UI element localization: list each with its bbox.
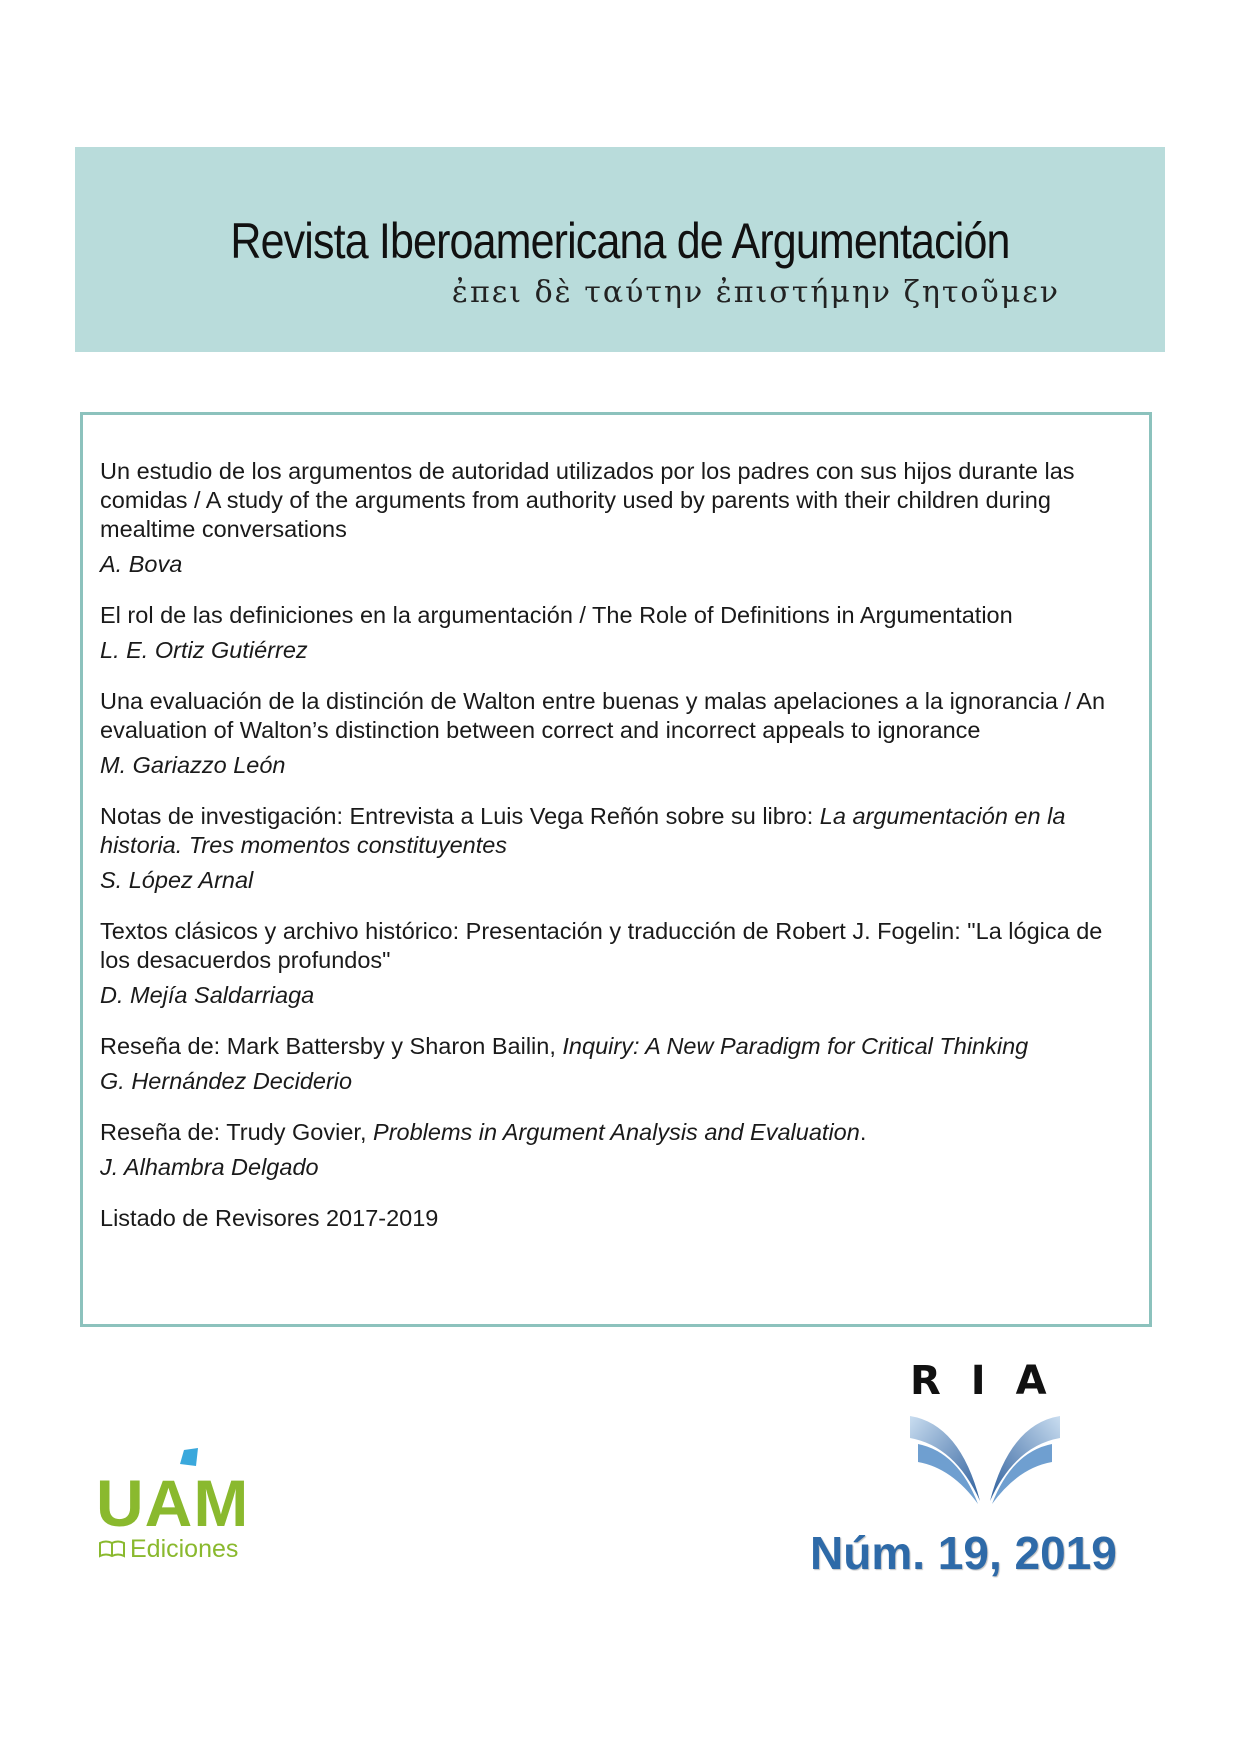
journal-header bbox=[75, 147, 1165, 352]
toc-entry bbox=[100, 917, 1130, 1010]
ria-letters: RIA bbox=[910, 1358, 1077, 1404]
article-author: A. Bova bbox=[100, 551, 183, 577]
uam-letters: UAM bbox=[96, 1466, 250, 1540]
toc-entry bbox=[100, 687, 1130, 780]
article-author: J. Alhambra Delgado bbox=[100, 1154, 319, 1180]
article-title: Una evaluación de la distinción de Walton entre buenas y malas apelaciones a la ignorancia / An evaluation of Walton’s distinction between correct and incorrect appeals to ignorance bbox=[100, 688, 1106, 743]
article-title: Textos clásicos y archivo histórico: Presentación y traducción de Robert J. Fogelin: "La lógica de los desacuerdos profundos" bbox=[100, 918, 1103, 973]
title-text: Reseña de: Trudy Govier, bbox=[100, 1119, 374, 1145]
article-title: Un estudio de los argumentos de autoridad utilizados por los padres con sus hijos durante las comidas / A study of the arguments from authority used by parents with their children during mealtime conversations bbox=[100, 458, 1075, 542]
article-author: G. Hernández Deciderio bbox=[100, 1068, 353, 1094]
uam-subtitle-text: Ediciones bbox=[130, 1535, 239, 1563]
title-text: Reseña de: Mark Battersby y Sharon Bailin, bbox=[100, 1033, 563, 1059]
toc-entry bbox=[100, 601, 1130, 665]
toc-entry bbox=[100, 1204, 1130, 1233]
uam-subtitle bbox=[98, 1535, 238, 1564]
open-book-icon bbox=[98, 1540, 126, 1558]
toc-entry bbox=[100, 1032, 1130, 1096]
table-of-contents bbox=[80, 412, 1152, 1327]
title-text: Notas de investigación: Entrevista a Luis Vega Reñón sobre su libro: bbox=[100, 803, 820, 829]
ria-logo bbox=[905, 1358, 1077, 1508]
journal-title: Revista Iberoamericana de Argumentación bbox=[230, 213, 1010, 269]
logo-accent-icon bbox=[180, 1448, 200, 1468]
journal-motto: ἐπει δὲ ταύτην ἐπιστήμην ζητοῦμεν bbox=[451, 275, 1060, 310]
article-author: L. E. Ortiz Gutiérrez bbox=[100, 637, 308, 663]
article-title bbox=[100, 1032, 1130, 1061]
article-author: M. Gariazzo León bbox=[100, 752, 286, 778]
article-title: El rol de las definiciones en la argumentación / The Role of Definitions in Argumentation bbox=[100, 602, 1013, 628]
toc-entry bbox=[100, 802, 1130, 895]
book-title: La argumentación en la historia. Tres momentos constituyentes bbox=[100, 803, 1066, 858]
uam-ediciones-logo bbox=[96, 1448, 276, 1568]
book-title: Problems in Argument Analysis and Evaluation bbox=[373, 1119, 860, 1145]
article-title: Listado de Revisores 2017-2019 bbox=[100, 1205, 439, 1231]
article-author: D. Mejía Saldarriaga bbox=[100, 982, 315, 1008]
title-suffix: . bbox=[859, 1119, 867, 1145]
article-title bbox=[100, 1118, 1130, 1147]
article-author: S. López Arnal bbox=[100, 867, 254, 893]
toc-list bbox=[100, 457, 1130, 1255]
toc-entry bbox=[100, 1118, 1130, 1182]
toc-entry bbox=[100, 457, 1130, 579]
article-title bbox=[100, 802, 1130, 860]
issue-number: Núm. 19, 2019 bbox=[810, 1527, 1117, 1579]
ria-book-icon bbox=[910, 1416, 1060, 1511]
book-title: Inquiry: A New Paradigm for Critical Thinking bbox=[562, 1033, 1029, 1059]
